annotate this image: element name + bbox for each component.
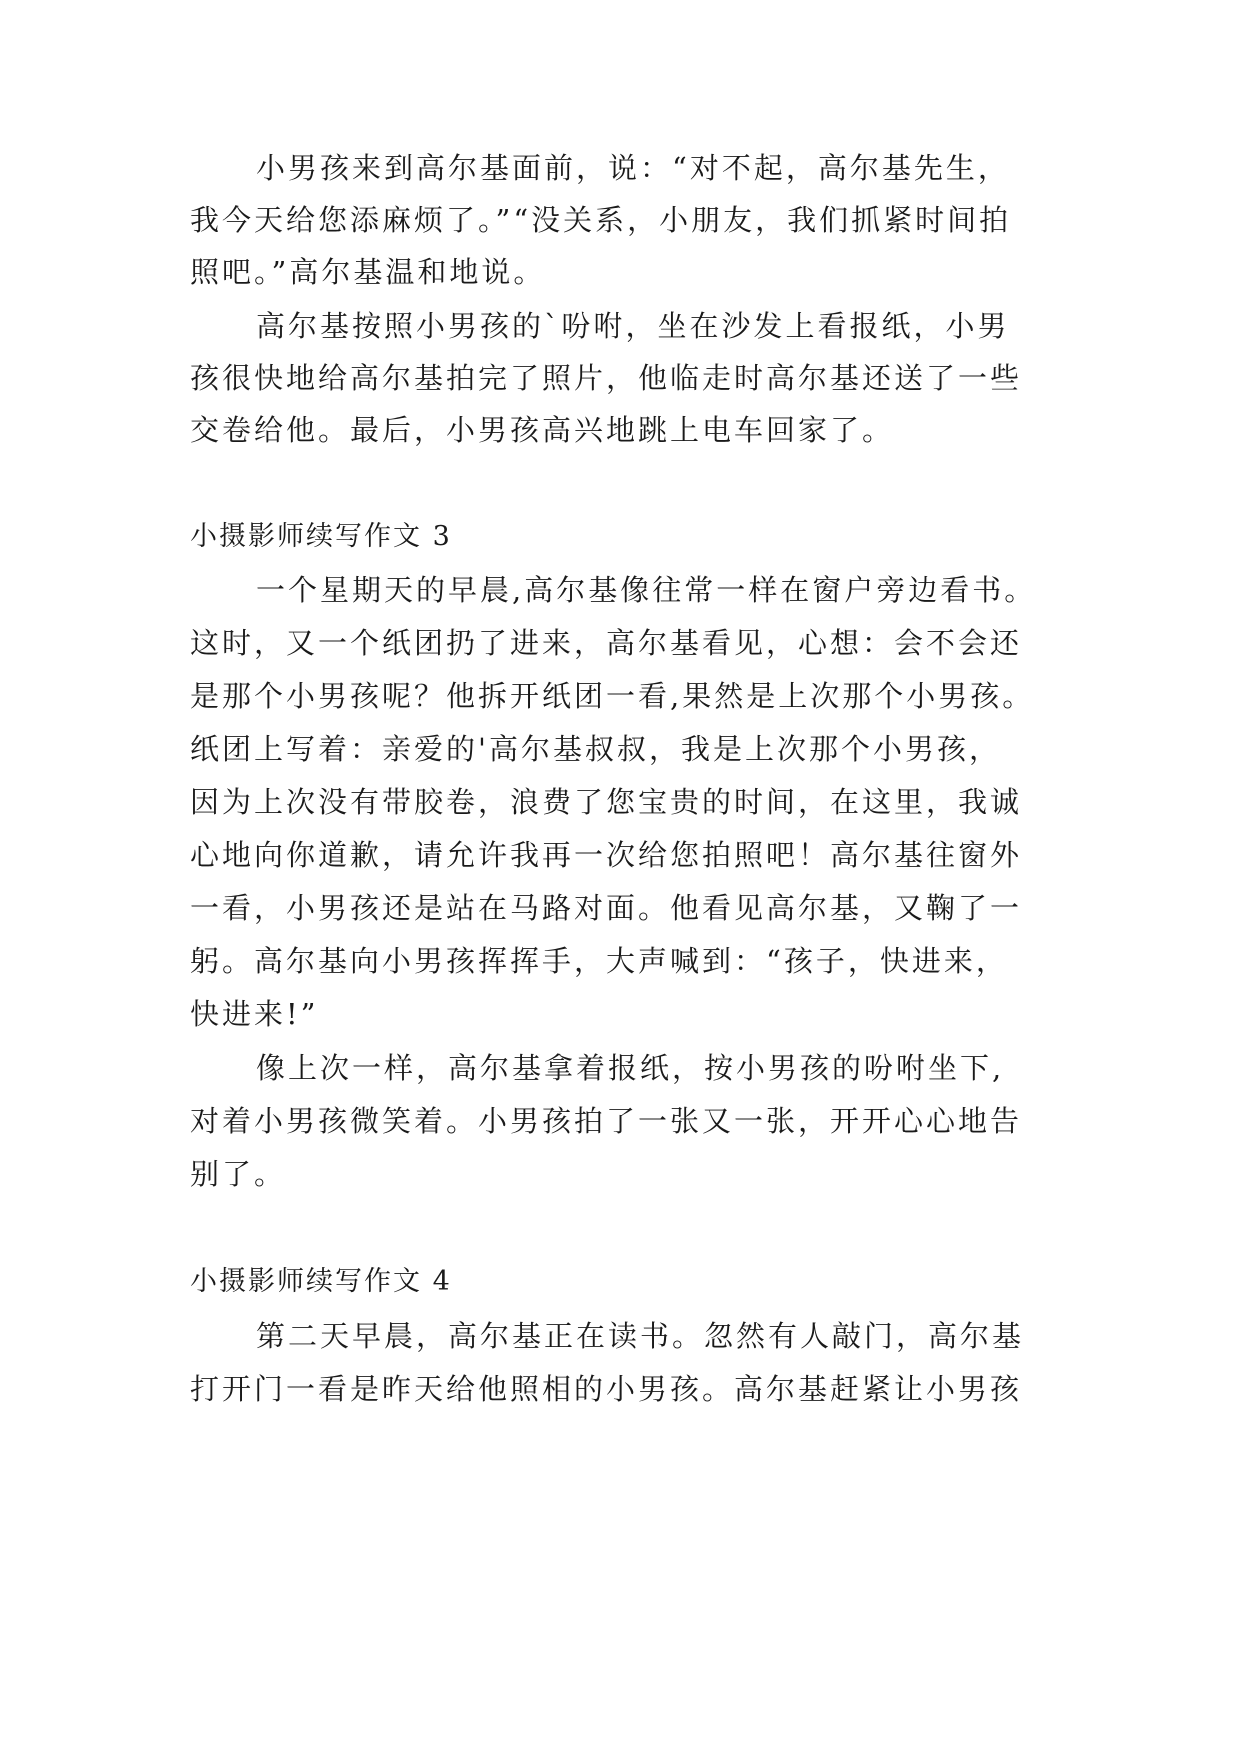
- paragraph-line: 一个星期天的早晨,高尔基像往常一样在窗户旁边看书。: [256, 573, 1037, 607]
- paragraph-line: 是那个小男孩呢？他拆开纸团一看,果然是上次那个小男孩。: [190, 679, 1035, 713]
- paragraph-line: 因为上次没有带胶卷，浪费了您宝贵的时间，在这里，我诚: [190, 785, 1023, 819]
- paragraph-line: 打开门一看是昨天给他照相的小男孩。高尔基赶紧让小男孩: [190, 1372, 1023, 1406]
- paragraph-line: 孩很快地给高尔基拍完了照片，他临走时高尔基还送了一些: [190, 361, 1023, 395]
- section-heading: 小摄影师续写作文 3: [190, 521, 452, 552]
- paragraph-line: 交卷给他。最后，小男孩高兴地跳上电车回家了。: [190, 413, 895, 447]
- paragraph-line: 对着小男孩微笑着。小男孩拍了一张又一张，开开心心地告: [190, 1104, 1023, 1138]
- paragraph-line: 照吧。”高尔基温和地说。: [190, 255, 546, 289]
- paragraph-line: 像上次一样，高尔基拿着报纸，按小男孩的吩咐坐下,: [256, 1051, 1005, 1085]
- paragraph-line: 这时，又一个纸团扔了进来，高尔基看见，心想：会不会还: [190, 626, 1023, 660]
- paragraph-line: 心地向你道歉，请允许我再一次给您拍照吧！高尔基往窗外: [190, 838, 1023, 872]
- paragraph-line: 一看，小男孩还是站在马路对面。他看见高尔基，又鞠了一: [190, 891, 1023, 925]
- paragraph-line: 快进来!”: [190, 997, 319, 1031]
- paragraph-line: 高尔基按照小男孩的`吩咐，坐在沙发上看报纸，小男: [256, 309, 1010, 343]
- paragraph-line: 躬。高尔基向小男孩挥挥手，大声喊到：“孩子，快进来，: [190, 944, 1008, 978]
- paragraph-line: 我今天给您添麻烦了。”“没关系，小朋友，我们抓紧时间拍: [190, 203, 1012, 237]
- paragraph-line: 别了。: [190, 1157, 287, 1191]
- paragraph-line: 小男孩来到高尔基面前，说：“对不起，高尔基先生，: [256, 151, 1010, 185]
- section-heading: 小摄影师续写作文 4: [190, 1266, 452, 1297]
- paragraph-line: 纸团上写着：亲爱的'高尔基叔叔，我是上次那个小男孩，: [190, 732, 1001, 766]
- paragraph-line: 第二天早晨，高尔基正在读书。忽然有人敲门，高尔基: [256, 1319, 1025, 1353]
